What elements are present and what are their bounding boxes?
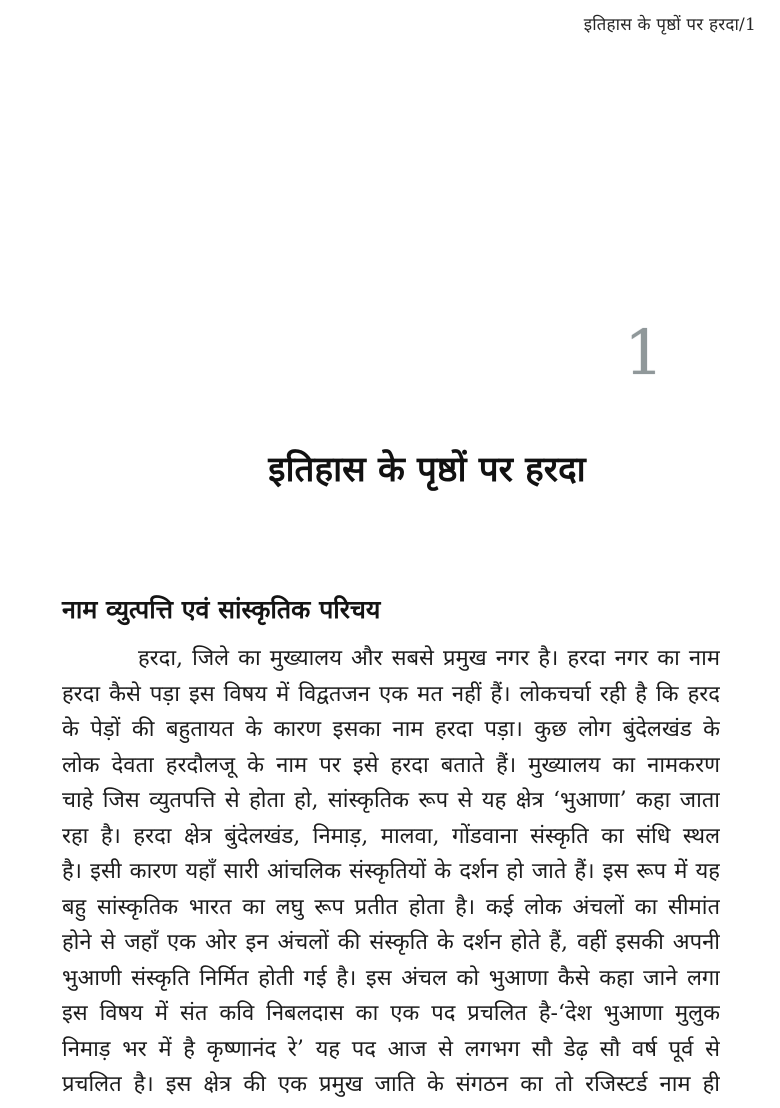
body-line: भुआणी संस्कृति निर्मित होती गई है। इस अंचल को भुआणा कैसे कहा जाने लगा	[62, 965, 720, 991]
body-line: लोक देवता हरदौलजू के नाम पर इसे हरदा बताते हैं। मुख्यालय का नामकरण	[62, 752, 720, 778]
body-line: प्रचलित है। इस क्षेत्र की एक प्रमुख जाति के संगठन का तो रजिस्टर्ड नाम ही	[62, 1072, 720, 1097]
body-line: के पेड़ों की बहुतायत के कारण इसका नाम हरदा पड़ा। कुछ लोग बुंदेलखंड के	[62, 717, 720, 742]
body-line: इस विषय में संत कवि निबलदास का एक पद प्रचलित है-‘देश भुआणा मुलुक	[62, 1001, 720, 1026]
chapter-title: इतिहास के पृष्ठों पर हरदा	[268, 449, 586, 490]
body-line: रहा है। हरदा क्षेत्र बुंदेलखंड, निमाड़, मालवा, गोंडवाना संस्कृति का संधि स्थल	[62, 823, 720, 849]
body-line: हरदा कैसे पड़ा इस विषय में विद्वतजन एक मत नहीं हैं। लोकचर्चा रही है कि हरद	[62, 681, 720, 707]
chapter-number: 1	[624, 316, 664, 389]
body-line: बहु सांस्कृतिक भारत का लघु रूप प्रतीत होता है। कई लोक अंचलों का सीमांत	[62, 894, 720, 920]
body-line: होने से जहाँ एक ओर इन अंचलों की संस्कृति के दर्शन होते हैं, वहीं इसकी अपनी	[62, 930, 720, 955]
body-line: चाहे जिस व्युतपत्ति से होता हो, सांस्कृतिक रूप से यह क्षेत्र ‘भुआणा’ कहा जाता	[62, 788, 720, 813]
section-heading: नाम व्युत्पत्ति एवं सांस्कृतिक परिचय	[62, 595, 381, 624]
body-line: हरदा, जिले का मुख्यालय और सबसे प्रमुख नगर है। हरदा नगर का नाम	[138, 646, 720, 671]
body-text-block	[62, 641, 720, 1103]
body-line: निमाड़ भर में है कृष्णानंद रे’ यह पद आज से लगभग सौ डेढ़ सौ वर्ष पूर्व से	[62, 1036, 720, 1062]
body-line: है। इसी कारण यहाँ सारी आंचलिक संस्कृतियों के दर्शन हो जाते हैं। इस रूप में यह	[62, 859, 720, 884]
running-header: इतिहास के पृष्ठों पर हरदा/1	[583, 15, 756, 35]
